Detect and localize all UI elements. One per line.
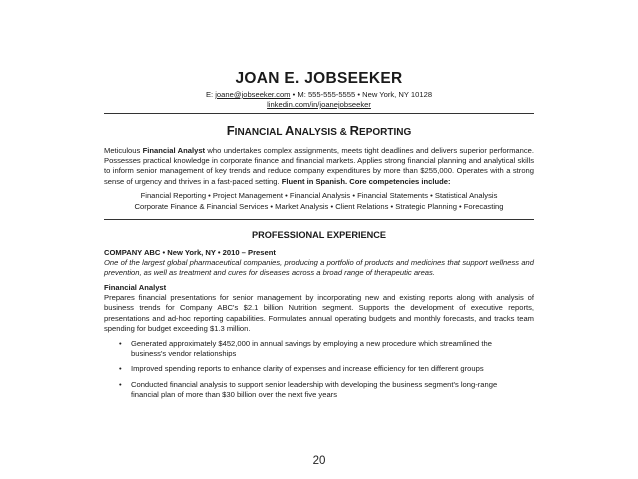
heading-cap-f: F [226, 123, 235, 138]
job-title: Financial Analyst [104, 283, 167, 293]
company-description: One of the largest global pharmaceutical companies, producing a portfolio of products and medicines that support wellness and prevention, as well as treatment and cures for diseases across a broad range of therapeutic areas. [104, 257, 534, 278]
list-item [104, 380, 534, 400]
heading-cap-r: R [349, 123, 360, 138]
job-description: Prepares financial presentations for senior management by incorporating new and existing reports along with analysis of business trends for Company ABC's $2.1 billion Nutrition segment. Supports the development of executive reports, presentations and ad-hoc reporting capabilities. Formulates annual operating budgets and monthly forecasts, and tracks team spending for budget exceeding $1.3 million. [104, 293, 534, 333]
list-item [104, 364, 534, 374]
summary-bold-role: Financial Analyst [142, 146, 206, 155]
resume-header [104, 70, 534, 110]
bullet-icon: • [119, 339, 122, 349]
experience-heading: PROFESSIONAL EXPERIENCE [251, 229, 387, 240]
summary-text-1: Meticulous [104, 146, 143, 155]
resume-page [104, 70, 534, 405]
competencies-line-1: Financial Reporting • Project Management • Financial Analysis • Financial Statements • Statistical Analysis [140, 190, 498, 200]
candidate-name: JOAN E. JOBSEEKER [235, 70, 403, 87]
summary-bold-languages: Fluent in Spanish. Core competencies include: [281, 176, 451, 186]
competencies-line-2: Corporate Finance & Financial Services • Market Analysis • Client Relations • Strategic Planning • Forecasting [134, 201, 504, 211]
email-link[interactable]: joane@jobseeker.com [215, 90, 291, 99]
heading-rest-2: NALYSIS & [294, 127, 350, 138]
achievement-text: Conducted financial analysis to support senior leadership with developing the business segment's long-range financial plan of more than $30 billion over the next five years [131, 379, 498, 399]
contact-details: • M: 555-555-5555 • New York, NY 10128 [290, 90, 433, 99]
page-number: 20 [312, 455, 326, 467]
linkedin-link[interactable]: linkedin.com/in/joanejobseeker [267, 100, 371, 109]
list-item [104, 339, 534, 359]
heading-cap-a: A [285, 123, 295, 138]
achievement-text: Improved spending reports to enhance clarity of expenses and increase efficiency for ten different groups [131, 364, 484, 374]
header-divider [104, 113, 534, 114]
heading-rest-1: INANCIAL [234, 127, 286, 138]
bullet-icon: • [119, 379, 122, 389]
summary-divider [104, 219, 534, 220]
contact-line [104, 90, 534, 100]
summary-heading [104, 123, 534, 140]
summary-paragraph [104, 146, 534, 187]
company-line: COMPANY ABC • New York, NY • 2010 – Present [104, 247, 276, 257]
bullet-icon: • [119, 364, 122, 374]
core-competencies [104, 190, 534, 212]
achievement-list [104, 339, 534, 400]
heading-rest-3: EPORTING [359, 127, 412, 138]
summary-text-2: who undertakes complex assignments, meets tight deadlines and delivers superior performance. Possesses practical knowledge in corporate finance and financial markets. Applies strong financial planning and analytical skills to inform senior management of key trends and reduce company expenditures by more than $255,000. Operates with a strong sense of urgency and thrives in a fast-paced setting. [104, 146, 534, 186]
email-prefix: E: [205, 90, 216, 99]
achievement-text: Generated approximately $452,000 in annual savings by employing a new procedure which streamlined the business's vendor relationships [131, 339, 492, 359]
